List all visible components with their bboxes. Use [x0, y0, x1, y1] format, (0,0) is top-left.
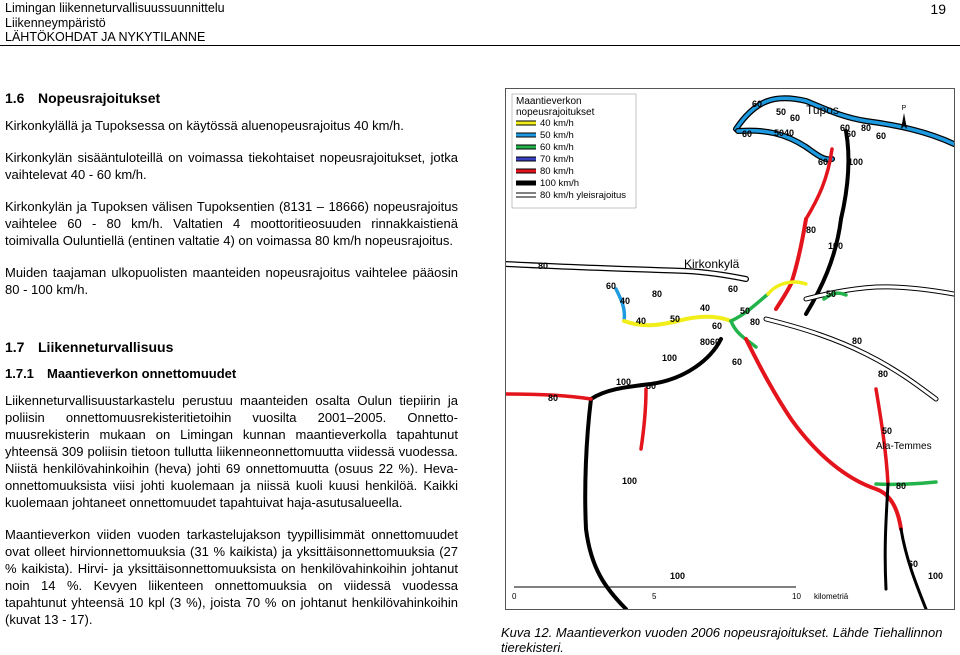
section-title: Liikenneturvallisuus [38, 339, 174, 355]
speed-label: 60 [752, 99, 763, 109]
legend-title: nopeusrajoitukset [516, 107, 595, 118]
road-segment [841, 131, 848, 219]
speed-label: 100 [662, 353, 678, 363]
speed-label: 80 [852, 336, 863, 346]
legend-title: Maantieverkon [516, 96, 582, 107]
scale-label: 0 [512, 592, 517, 601]
speed-label: 60 [818, 157, 829, 167]
header-subtitle: Liikenneympäristö [5, 15, 106, 30]
speed-label: 50 [740, 306, 751, 316]
paragraph: Maantieverkon viiden vuoden tarkastelujakson tyypillisimmät onnettomuudet ovat olleet hirvionnettomuuksia (31 % kaikista) ja yksittäisonnettomuuksia (27 % kaikista). Hirvi- ja yksittäisonnettomuuksista on henkilövahinkoihin johtanut noin 14 %. Kevyen liikenteen onnettomuuksia on viidessä vuodessa tapahtunut yhteensä 10 kpl (3 %), joista 70 % on johtanut henkilövahinkoihin (kuvat 13 - 17). [5, 527, 458, 627]
paragraph: Muiden taajaman ulkopuolisten maanteiden nopeusrajoitus vaihtelee pääosin 80 - 100 km/h. [5, 265, 458, 297]
road-segment [641, 389, 646, 449]
speed-label: 80 [548, 393, 559, 403]
header-title: Limingan liikenneturvallisuussuunnittelu [5, 1, 225, 15]
legend-label: 70 km/h [540, 154, 574, 165]
page-number: 19 [930, 1, 946, 17]
speed-label: 80 [750, 317, 761, 327]
legend-label: 80 km/h [540, 166, 574, 177]
road-segment [766, 319, 936, 399]
legend-label: 80 km/h yleisrajoitus [540, 190, 627, 201]
speed-label: 40 [620, 296, 631, 306]
speed-label: 80 [878, 369, 889, 379]
speed-label: 80 [652, 289, 663, 299]
section-heading-1-7-1 [5, 366, 236, 381]
paragraph: Kirkonkylän ja Tupoksen välisen Tupoksentien (8131 – 18666) nopeusrajoitus vaihtelee 60 - 80 km/h. Valtatien 4 moottoritieosuuden rinnakkaistienä toimivalla Ouluntiellä (entinen valtatie 4) on voimassa 80 km/h nopeusrajoitus. [5, 199, 458, 248]
paragraph: Kirkonkylän sisääntuloteillä on voimassa tiekohtaiset nopeusrajoitukset, jotka vaihtelevat 40 - 60 km/h. [5, 150, 458, 182]
road-segment [876, 389, 888, 484]
speed-label: 80 [861, 123, 872, 133]
place-name: Tupos [806, 103, 839, 117]
speed-label: 80 [896, 481, 907, 491]
section-heading-1-7 [5, 339, 173, 355]
map-graphic [506, 89, 954, 609]
speed-label: 100 [622, 476, 638, 486]
road-segment [746, 339, 901, 529]
section-number: 1.7.1 [5, 366, 34, 381]
header-divider [0, 45, 960, 46]
paragraph: Kirkonkylällä ja Tupoksessa on käytössä aluenopeusrajoitus 40 km/h. [5, 118, 404, 133]
scale-unit: kilometriä [814, 592, 849, 601]
place-name: Ala-Temmes [876, 441, 932, 452]
legend-label: 40 km/h [540, 118, 574, 129]
speed-label: 60 [712, 321, 723, 331]
speed-label: 100 [848, 157, 864, 167]
speed-label: 40 [636, 316, 647, 326]
speed-label: 80 [806, 225, 817, 235]
section-number: 1.7 [5, 339, 25, 355]
speed-label: 60 [728, 284, 739, 294]
road-segment [901, 529, 926, 609]
section-number: 1.6 [5, 90, 25, 106]
paragraph: Liikenneturvallisuustarkastelu perustuu maanteiden osalta Oulun tiepiirin ja poliisin onnettomuusrekisteritietoihin vuosilta 2001–2005. Onnettomuusrekisterin mukaan on Limingan kunnan maantieverkolla tapahtunut yhteensä 309 poliisin tietoon tullutta liikenneonnettomuutta viidessä vuodessa. Niistä henkilövahinkoihin (heva) johti 69 onnettomuutta (osuus 22 %). Heva-onnettomuuksista viisi johti kuolemaan ja niissä kuoli kuusi henkilöä. Kaikki kuolemaan johtaneet onnettomuudet tapahtuivat haja-asutusalueella. [5, 393, 458, 510]
speed-label: 100 [928, 571, 944, 581]
speed-label: 50 [670, 314, 681, 324]
speed-label: 60 [732, 357, 743, 367]
speed-label: 60 [840, 123, 851, 133]
speed-label: 80 [538, 261, 549, 271]
speed-label: 50 [882, 426, 893, 436]
speed-label: 40 [700, 303, 711, 313]
speed-label: 60 [908, 559, 919, 569]
speed-label: 100 [828, 241, 844, 251]
speed-label: 60 [846, 129, 857, 139]
section-title: Maantieverkon onnettomuudet [47, 366, 237, 381]
section-title: Nopeusrajoitukset [38, 90, 161, 106]
speed-label: 60 [876, 131, 887, 141]
speed-limit-map [505, 88, 955, 610]
speed-label: 60 [606, 281, 617, 291]
road-segment [776, 219, 806, 309]
speed-label: 5040 [774, 128, 795, 138]
header-chapter: LÄHTÖKOHDAT JA NYKYTILANNE [5, 30, 206, 44]
road-segment [585, 399, 626, 609]
legend-label: 50 km/h [540, 130, 574, 141]
speed-label: 60 [742, 129, 753, 139]
figure-caption: Kuva 12. Maantieverkon vuoden 2006 nopeusrajoitukset. Lähde Tiehallinnon tierekisteri. [501, 625, 943, 655]
scale-label: 5 [652, 592, 657, 601]
speed-label: 50 [776, 107, 787, 117]
place-name: Kirkonkylä [684, 257, 740, 271]
section-heading-1-6 [5, 90, 160, 106]
section-1-6-body [5, 117, 458, 298]
legend-label: 60 km/h [540, 142, 574, 153]
running-header [5, 1, 225, 45]
scale-bar [512, 587, 849, 601]
legend-label: 100 km/h [540, 178, 580, 189]
speed-label: 100 [670, 571, 686, 581]
north-label: P [901, 105, 907, 112]
road-segment [885, 484, 888, 589]
speed-label: 80 [646, 381, 657, 391]
section-1-7-1-body [5, 392, 458, 628]
speed-label: 50 [826, 289, 837, 299]
speed-label: 8060 [700, 337, 721, 347]
speed-label: 60 [790, 113, 801, 123]
map-legend [512, 94, 636, 208]
scale-label: 10 [792, 592, 801, 601]
speed-label: 100 [616, 377, 632, 387]
road-segment [766, 319, 936, 399]
